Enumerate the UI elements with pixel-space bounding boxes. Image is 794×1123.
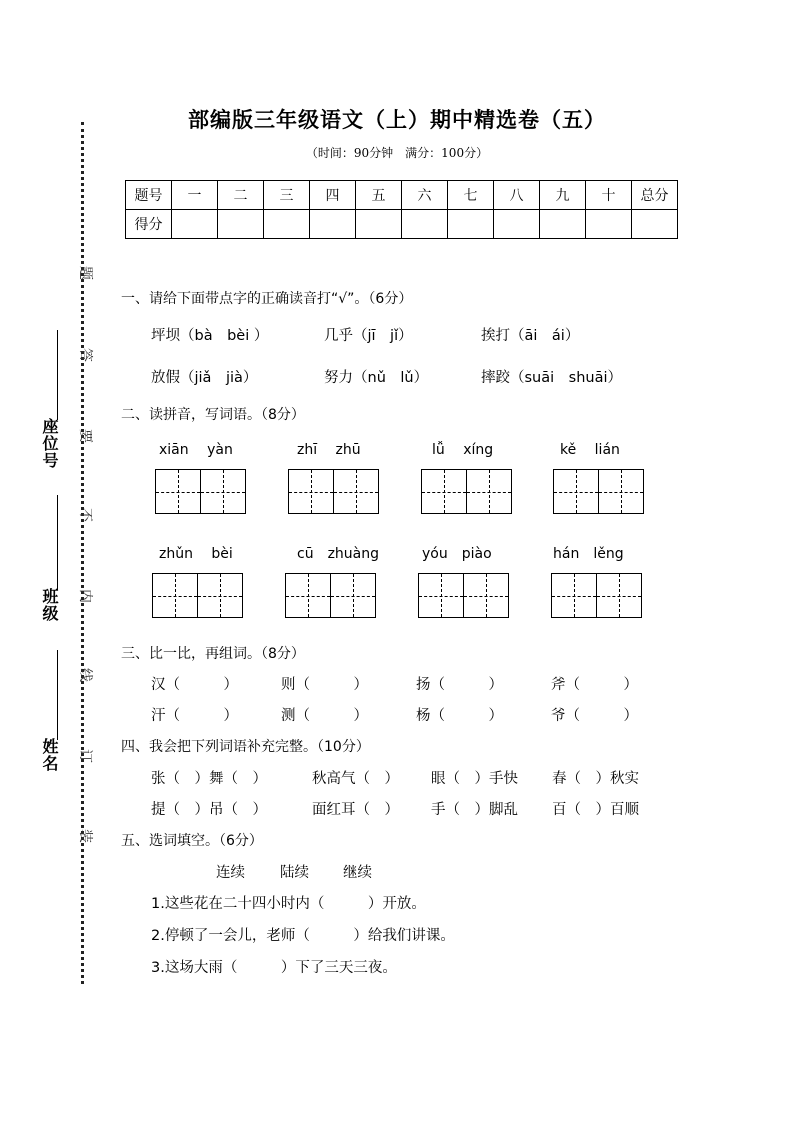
word-option: 陆续 bbox=[280, 865, 309, 881]
pinyin-label: lǚ xíng bbox=[432, 442, 494, 458]
writing-grid[interactable] bbox=[421, 469, 512, 514]
pinyin-label: cū zhuàng bbox=[297, 546, 380, 562]
class-label: 班级 bbox=[40, 588, 59, 622]
writing-grid[interactable] bbox=[152, 573, 243, 618]
word-option: 连续 bbox=[216, 865, 245, 881]
section-1-title: 一、请给下面带点字的正确读音打“√”。（6分） bbox=[121, 291, 413, 307]
idiom-item[interactable]: 秋高气（ ） bbox=[312, 771, 399, 787]
word-option: 继续 bbox=[343, 865, 372, 881]
idiom-item[interactable]: 百（ ）百顺 bbox=[552, 802, 639, 818]
section-5-title: 五、选词填空。（6分） bbox=[121, 833, 263, 849]
seat-number-label: 座位号 bbox=[40, 418, 59, 469]
score-table bbox=[125, 180, 678, 239]
pinyin-label: zhī zhū bbox=[297, 442, 361, 458]
table-cell: 八 bbox=[494, 181, 540, 210]
score-entry-cell[interactable] bbox=[264, 210, 310, 239]
seal-char: 要 bbox=[77, 429, 93, 443]
pronunciation-item[interactable]: 摔跤（suāi shuāi） bbox=[481, 370, 623, 386]
idiom-item[interactable]: 面红耳（ ） bbox=[312, 802, 399, 818]
fill-blank-sentence[interactable]: 2.停顿了一会儿，老师（ ）给我们讲课。 bbox=[151, 928, 455, 944]
score-table-header-row bbox=[126, 181, 678, 210]
name-label: 姓名 bbox=[40, 738, 59, 772]
pinyin-label: zhǔn bèi bbox=[159, 546, 233, 562]
idiom-item[interactable]: 张（ ）舞（ ） bbox=[151, 771, 267, 787]
score-entry-cell[interactable] bbox=[632, 210, 678, 239]
score-entry-cell[interactable] bbox=[172, 210, 218, 239]
seal-char: 订 bbox=[77, 749, 93, 763]
pronunciation-item[interactable]: 几乎（jī jǐ） bbox=[324, 328, 413, 344]
fill-blank-sentence[interactable]: 1.这些花在二十四小时内（ ）开放。 bbox=[151, 896, 426, 912]
seal-char: 装 bbox=[77, 829, 93, 843]
pinyin-label: xiān yàn bbox=[159, 442, 233, 458]
word-group-item[interactable]: 扬（ ） bbox=[416, 677, 503, 693]
idiom-item[interactable]: 手（ ）脚乱 bbox=[431, 802, 518, 818]
word-group-item[interactable]: 测（ ） bbox=[281, 708, 368, 724]
table-cell: 二 bbox=[218, 181, 264, 210]
score-entry-cell[interactable] bbox=[402, 210, 448, 239]
word-group-item[interactable]: 汉（ ） bbox=[151, 677, 238, 693]
binding-dotted-line bbox=[81, 122, 84, 984]
seal-char: 答 bbox=[77, 348, 93, 362]
idiom-item[interactable]: 眼（ ）手快 bbox=[431, 771, 518, 787]
pinyin-label: hán lěng bbox=[553, 546, 624, 562]
seal-char: 线 bbox=[77, 668, 93, 682]
score-entry-cell[interactable] bbox=[218, 210, 264, 239]
pronunciation-item[interactable]: 挨打（āi ái） bbox=[481, 328, 580, 344]
table-cell: 九 bbox=[540, 181, 586, 210]
score-entry-cell[interactable] bbox=[356, 210, 402, 239]
table-cell: 七 bbox=[448, 181, 494, 210]
fill-blank-sentence[interactable]: 3.这场大雨（ ）下了三天三夜。 bbox=[151, 960, 397, 976]
seal-char: 不 bbox=[77, 508, 93, 522]
pinyin-label: kě lián bbox=[560, 442, 620, 458]
word-group-item[interactable]: 杨（ ） bbox=[416, 708, 503, 724]
table-cell: 五 bbox=[356, 181, 402, 210]
pronunciation-item[interactable]: 坪坝（bà bèi ） bbox=[151, 328, 269, 344]
word-group-item[interactable]: 汗（ ） bbox=[151, 708, 238, 724]
writing-grid[interactable] bbox=[418, 573, 509, 618]
word-group-item[interactable]: 则（ ） bbox=[281, 677, 368, 693]
score-table-score-row bbox=[126, 210, 678, 239]
class-blank bbox=[57, 495, 58, 590]
table-cell: 三 bbox=[264, 181, 310, 210]
writing-grid[interactable] bbox=[551, 573, 642, 618]
writing-grid[interactable] bbox=[155, 469, 246, 514]
table-cell: 一 bbox=[172, 181, 218, 210]
seat-number-blank bbox=[57, 330, 58, 420]
pinyin-label: yóu piào bbox=[422, 546, 492, 562]
idiom-item[interactable]: 提（ ）吊（ ） bbox=[151, 802, 267, 818]
score-entry-cell[interactable] bbox=[310, 210, 356, 239]
section-3-title: 三、比一比，再组词。（8分） bbox=[121, 646, 305, 662]
table-cell: 四 bbox=[310, 181, 356, 210]
score-entry-cell[interactable] bbox=[494, 210, 540, 239]
writing-grid[interactable] bbox=[285, 573, 376, 618]
word-group-item[interactable]: 爷（ ） bbox=[551, 708, 638, 724]
section-4-title: 四、我会把下列词语补充完整。（10分） bbox=[121, 739, 370, 755]
table-cell: 十 bbox=[586, 181, 632, 210]
score-entry-cell[interactable] bbox=[540, 210, 586, 239]
pronunciation-item[interactable]: 努力（nǔ lǔ） bbox=[324, 370, 429, 386]
word-group-item[interactable]: 斧（ ） bbox=[551, 677, 638, 693]
table-cell: 题号 bbox=[126, 181, 172, 210]
score-entry-cell[interactable] bbox=[586, 210, 632, 239]
page-title: 部编版三年级语文（上）期中精选卷（五） bbox=[188, 107, 606, 132]
table-cell: 六 bbox=[402, 181, 448, 210]
table-cell: 得分 bbox=[126, 210, 172, 239]
idiom-item[interactable]: 春（ ）秋实 bbox=[552, 771, 639, 787]
seal-char: 内 bbox=[77, 589, 93, 603]
writing-grid[interactable] bbox=[553, 469, 644, 514]
section-2-title: 二、读拼音，写词语。（8分） bbox=[121, 407, 305, 423]
table-cell: 总分 bbox=[632, 181, 678, 210]
name-blank bbox=[57, 650, 58, 740]
pronunciation-item[interactable]: 放假（jiǎ jià） bbox=[151, 370, 258, 386]
score-entry-cell[interactable] bbox=[448, 210, 494, 239]
exam-time-score: （时间：90分钟 满分：100分） bbox=[305, 146, 489, 160]
seal-char: 题 bbox=[77, 266, 93, 280]
writing-grid[interactable] bbox=[288, 469, 379, 514]
